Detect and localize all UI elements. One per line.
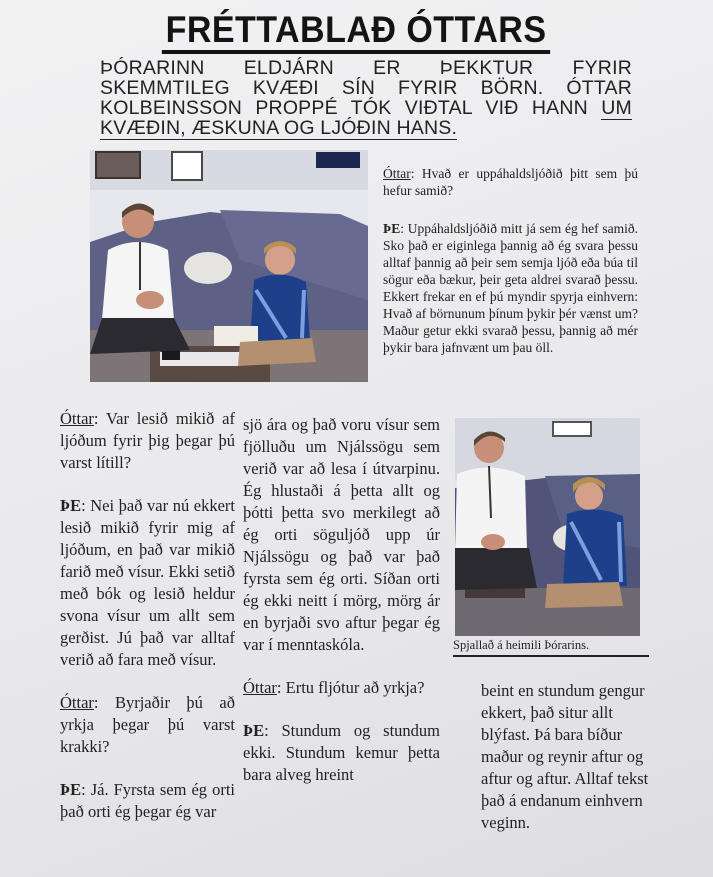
question-4-speaker: Óttar xyxy=(243,678,277,697)
interview-photo-large xyxy=(90,150,368,382)
answer-1-speaker: ÞE xyxy=(383,221,401,236)
question-1 xyxy=(383,165,638,199)
answer-4-text: : Stundum og stundum ekki. Stundum kemur þetta bara alveg hreint xyxy=(243,721,440,784)
question-3-text: : Byrjaðir þú að yrkja þegar þú varst krakki? xyxy=(60,693,235,756)
answer-3-speaker: ÞE xyxy=(60,780,82,799)
answer-3 xyxy=(60,779,235,823)
answer-3-text: : Já. Fyrsta sem ég orti það orti ég þegar ég var xyxy=(60,780,235,821)
answer-4-speaker: ÞE xyxy=(243,721,265,740)
question-1-speaker: Óttar xyxy=(383,166,411,181)
answer-1-text: : Uppáhaldsljóðið mitt já sem ég hef samið. Sko það er eiginlega þannig að ég svara þessu alltaf þannig að þeir sem semja ljóð eða búa til sögur eða bækur, þeir geta aldrei svarað þessu. Ekkert frekar en ef þú myndir spyrja einhvern: Hvað af börnunum þínum þykir þér vænst um? Maður getur ekki svarað þessu, þannig að mér þykir bara jafnvænt um þau öll. xyxy=(383,221,638,355)
intro-text: ÞÓRARINN ELDJÁRN ER ÞEKKTUR FYRIR SKEMMTILEG KVÆÐI SÍN FYRIR BÖRN. ÓTTAR KOLBEINSSON PROPPÉ TÓK VIÐTAL VIÐ HANN xyxy=(100,57,632,119)
answer-3-continued: sjö ára og það voru vísur sem fjölluðu um Njálssögu sem verið var að lesa í útvarpinu. Ég hlustaði á þetta allt og þótti þetta svo merkilegt að ég orti söguljóð upp úr Njálssögu og það var það fyrsta sem ég orti. Síðan orti ég ekki neitt í mörg, mörg ár en byrjaði svo aftur þegar ég var í menntaskóla. xyxy=(243,415,440,654)
interview-photo-large-image xyxy=(90,150,368,382)
interview-photo-small xyxy=(455,418,640,636)
interview-column-3 xyxy=(481,680,653,834)
answer-2-speaker: ÞE xyxy=(60,496,82,515)
question-3-speaker: Óttar xyxy=(60,693,94,712)
question-4 xyxy=(243,677,440,699)
newsletter-title xyxy=(0,10,713,54)
question-2 xyxy=(60,408,235,474)
question-2-speaker: Óttar xyxy=(60,409,94,428)
answer-2 xyxy=(60,495,235,671)
interview-photo-small-image xyxy=(455,418,640,636)
intro-paragraph xyxy=(100,58,632,138)
interview-column-1 xyxy=(60,408,235,823)
answer-4-continued: beint en stundum gengur ekkert, það situr allt blýfast. Þá bara bíður maður og reynir aftur og aftur og aftur. Alltaf tekst það á endanum einhvern veginn. xyxy=(481,681,649,832)
answer-4 xyxy=(243,720,440,786)
question-2-text: : Var lesið mikið af ljóðum fyrir þig þegar þú varst lítill? xyxy=(60,409,235,472)
answer-2-text: : Nei það var nú ekkert lesið mikið fyrir mig af ljóðum, en það var mikið farið með vísur. Ekki setið með bók og lesið heldur svona vísur um allt sem gerðist. Jú það var alltaf verið að fara með vísur. xyxy=(60,496,235,669)
intro-underlined-text: UM KVÆÐIN, ÆSKUNA OG LJÓÐIN HANS. xyxy=(100,97,632,139)
interview-block-top-right xyxy=(383,165,638,356)
photo-caption: Spjallað á heimili Þórarins. xyxy=(453,637,649,657)
question-1-text: : Hvað er uppáhaldsljóðið þitt sem þú hefur samið? xyxy=(383,166,638,198)
answer-1 xyxy=(383,220,638,356)
interview-column-2 xyxy=(243,414,440,786)
question-4-text: : Ertu fljótur að yrkja? xyxy=(276,678,425,697)
title-text: FRÉTTABLAÐ ÓTTARS xyxy=(162,10,550,54)
question-3 xyxy=(60,692,235,758)
